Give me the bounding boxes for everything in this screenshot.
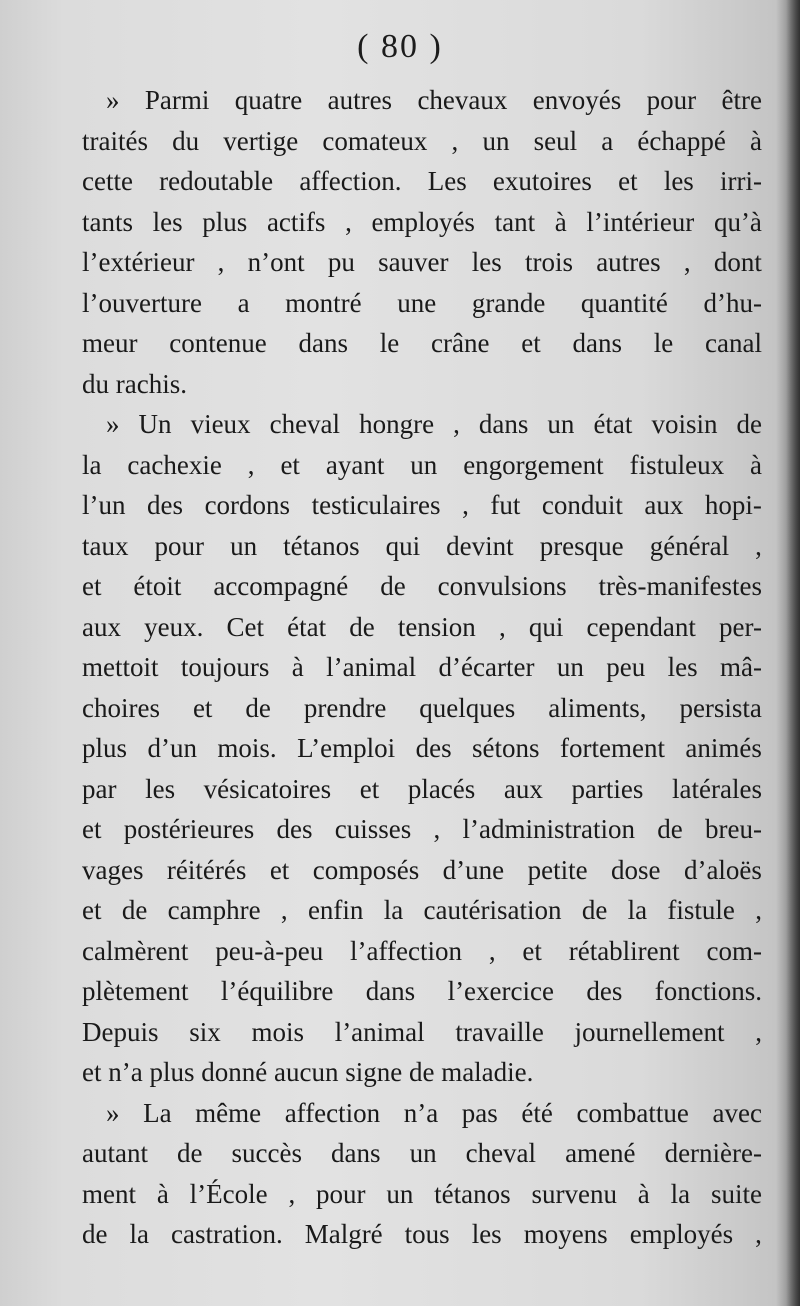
word: ,: [451, 125, 459, 156]
word: »: [106, 409, 120, 439]
word: meur: [82, 328, 138, 358]
word: et: [521, 328, 541, 358]
word: et: [522, 935, 542, 966]
word: ,: [498, 611, 506, 642]
word: trois: [524, 247, 573, 277]
word: Cet: [226, 611, 264, 642]
word: le: [379, 328, 400, 358]
word: testiculaires: [311, 490, 441, 520]
word: ,: [755, 1016, 762, 1047]
word: Les: [427, 166, 467, 196]
word: dans: [478, 409, 529, 439]
text-line: [82, 850, 762, 891]
word: et: [359, 773, 380, 804]
word: d’écarter: [438, 652, 535, 682]
word: de: [245, 692, 271, 723]
word: réitérés: [166, 854, 247, 885]
word: qui: [528, 611, 564, 642]
word: Malgré: [304, 1219, 383, 1249]
word: placés: [407, 773, 476, 804]
word: les: [145, 773, 176, 804]
word: chevaux: [417, 85, 508, 115]
text-line: [82, 202, 762, 243]
text-line: [82, 161, 762, 202]
word: pas: [461, 1097, 498, 1128]
word: ,: [755, 1219, 762, 1249]
word: et: [269, 854, 290, 885]
word: signe: [345, 1057, 403, 1087]
word: autres: [596, 247, 661, 277]
text-line: [82, 971, 762, 1012]
body-text: [82, 80, 762, 1255]
word: mois: [251, 1016, 304, 1047]
word: avec: [712, 1097, 762, 1128]
word: de: [121, 895, 148, 925]
word: camphre: [167, 895, 261, 925]
word: ,: [683, 247, 691, 277]
word: ment: [82, 1178, 136, 1209]
word: et: [280, 449, 300, 480]
word: de: [736, 409, 762, 439]
word: cachexie: [127, 449, 222, 480]
word: n’ont: [247, 247, 305, 277]
word: rachis.: [115, 368, 187, 399]
word: per-: [719, 611, 762, 642]
word: ,: [217, 247, 225, 277]
word: un: [386, 1178, 414, 1209]
word: les: [667, 652, 698, 682]
word: dans: [331, 1138, 381, 1168]
word: latérales: [672, 773, 762, 804]
word: pour: [646, 85, 697, 115]
text-line: [82, 121, 762, 162]
paragraph-3: [82, 1093, 762, 1255]
word: des: [276, 814, 313, 844]
word: redoutable: [159, 166, 274, 196]
word: plus: [82, 733, 128, 763]
word: un: [547, 409, 575, 439]
paragraph-2: [82, 404, 762, 1093]
word: actifs: [266, 206, 326, 237]
word: à: [750, 125, 762, 156]
word: cheval: [269, 409, 341, 439]
word: taux: [82, 530, 129, 561]
word: la: [383, 895, 404, 925]
word: ,: [280, 895, 288, 925]
word: grande: [471, 287, 546, 318]
word: fut: [490, 490, 521, 520]
word: de: [380, 571, 406, 601]
paragraph-1: [82, 80, 762, 404]
word: accompagné: [213, 571, 349, 601]
word: com-: [706, 935, 762, 966]
word: une: [397, 287, 437, 318]
word: la: [82, 449, 102, 480]
word: tétanos: [283, 530, 360, 561]
word: de: [657, 814, 683, 844]
text-line: [82, 445, 762, 486]
word: l’animal: [326, 652, 417, 682]
word: et: [618, 166, 638, 196]
word: donné: [201, 1057, 268, 1087]
word: aliments,: [548, 692, 647, 723]
word: l’un: [82, 490, 126, 520]
text-line: [82, 688, 762, 729]
word: journellement: [574, 1016, 725, 1047]
word: n’a: [403, 1097, 439, 1128]
word: tant: [494, 206, 536, 237]
word: La: [143, 1097, 172, 1128]
word: dose: [611, 854, 661, 885]
word: affection.: [299, 166, 402, 196]
word: yeux.: [144, 611, 204, 642]
word: aux: [644, 490, 684, 520]
word: le: [653, 328, 674, 358]
word: moyens: [523, 1219, 608, 1249]
word: cependant: [586, 611, 696, 642]
word: par: [82, 773, 117, 804]
text-line: [82, 890, 762, 931]
word: enfin: [307, 895, 364, 925]
word: L’emploi: [297, 733, 396, 763]
word: et: [82, 895, 102, 925]
word: dernière-: [664, 1138, 762, 1168]
text-line: [82, 607, 762, 648]
word: peu-à-peu: [215, 935, 324, 966]
text-line: [82, 485, 762, 526]
word: à: [156, 1178, 169, 1209]
word: dans: [365, 976, 416, 1006]
word: ,: [288, 1178, 296, 1209]
text-line: [82, 242, 762, 283]
word: crâne: [431, 328, 490, 358]
word: plus: [149, 1057, 195, 1087]
word: rétablirent: [568, 935, 680, 966]
word: vertige: [223, 125, 299, 156]
word: prendre: [303, 692, 387, 723]
word: la: [627, 895, 648, 925]
word: des: [147, 490, 184, 520]
word: vages: [82, 854, 144, 885]
word: montré: [285, 287, 362, 318]
word: mois.: [217, 733, 277, 763]
text-line: [82, 728, 762, 769]
word: canal: [705, 328, 762, 358]
word: convulsions: [437, 571, 567, 601]
word: très-manifestes: [598, 571, 762, 601]
word: étoit: [133, 571, 182, 601]
word: travaille: [455, 1016, 544, 1047]
word: »: [106, 85, 120, 115]
word: six: [189, 1016, 221, 1047]
word: les: [471, 247, 502, 277]
page-number: ( 80 ): [357, 28, 443, 65]
word: d’hu-: [703, 287, 762, 318]
text-line: [82, 769, 762, 810]
word: cheval: [465, 1138, 537, 1168]
word: Un: [138, 409, 172, 439]
word: à: [291, 652, 304, 682]
word: l’exercice: [447, 976, 554, 1006]
text-line: [82, 1012, 762, 1053]
word: la: [129, 1219, 149, 1249]
word: pu: [327, 247, 355, 277]
word: même: [195, 1097, 262, 1128]
word: pour: [316, 1178, 366, 1209]
word: ,: [488, 935, 496, 966]
text-line: [82, 323, 762, 364]
word: toujours: [180, 652, 270, 682]
word: dont: [713, 247, 762, 277]
word: cette: [82, 166, 133, 196]
word: a: [237, 287, 250, 318]
word: du: [172, 125, 200, 156]
word: Depuis: [82, 1016, 159, 1047]
word: à: [750, 449, 762, 480]
page-edge-shadow: [786, 0, 800, 1306]
word: cautérisation: [423, 895, 562, 925]
word: pour: [154, 530, 205, 561]
word: d’une: [442, 854, 505, 885]
word: castration.: [170, 1219, 283, 1249]
word: un: [409, 1138, 437, 1168]
word: tous: [404, 1219, 450, 1249]
word: l’ouverture: [82, 287, 202, 318]
word: devint: [446, 530, 514, 561]
word: survenu: [531, 1178, 617, 1209]
word: presque: [539, 530, 624, 561]
word: ayant: [325, 449, 385, 480]
word: postérieures: [123, 814, 255, 844]
word: général: [649, 530, 730, 561]
word: quelques: [419, 692, 516, 723]
word: les: [663, 166, 694, 196]
word: hongre: [359, 409, 435, 439]
word: tension: [397, 611, 476, 642]
text-line: [82, 526, 762, 567]
text-line: [82, 1052, 762, 1093]
word: ,: [755, 530, 762, 561]
word: aux: [82, 611, 121, 642]
word: être: [721, 85, 762, 115]
word: l’extérieur: [82, 247, 195, 277]
word: mâ-: [720, 652, 762, 682]
word: de: [177, 1138, 203, 1168]
word: tétanos: [434, 1178, 511, 1209]
word: les: [152, 206, 183, 237]
text-line: [82, 566, 762, 607]
text-line: [82, 404, 762, 445]
word: composés: [312, 854, 420, 885]
word: comateux: [322, 125, 428, 156]
word: d’aloës: [683, 854, 762, 885]
word: engorgement: [463, 449, 604, 480]
word: employés: [629, 1219, 734, 1249]
word: peu: [606, 652, 646, 682]
word: les: [471, 1219, 502, 1249]
word: cordons: [204, 490, 291, 520]
word: vésicatoires: [203, 773, 332, 804]
word: ,: [453, 409, 460, 439]
word: l’animal: [334, 1016, 425, 1047]
word: quantité: [580, 287, 668, 318]
word: envoyés: [532, 85, 622, 115]
word: l’affection: [350, 935, 462, 966]
word: ,: [433, 814, 441, 844]
word: aucun: [273, 1057, 339, 1087]
word: mettoit: [82, 652, 159, 682]
word: fortement: [560, 733, 665, 763]
text-line: [82, 809, 762, 850]
word: choires: [82, 692, 160, 723]
word: petite: [527, 854, 588, 885]
word: irri-: [720, 166, 762, 196]
word: d’un: [147, 733, 197, 763]
word: conduit: [541, 490, 623, 520]
word: du: [82, 368, 109, 399]
word: dans: [572, 328, 622, 358]
word: ,: [462, 490, 469, 520]
word: fonctions.: [654, 976, 762, 1006]
word: un: [410, 449, 438, 480]
text-line: [82, 283, 762, 324]
text-line: [82, 80, 762, 121]
word: et: [82, 571, 102, 601]
word: maladie.: [441, 1057, 534, 1087]
word: été: [521, 1097, 553, 1128]
word: fistuleux: [629, 449, 725, 480]
word: amené: [565, 1138, 636, 1168]
word: calmèrent: [82, 935, 189, 966]
word: des: [586, 976, 623, 1006]
word: de: [349, 611, 375, 642]
word: »: [106, 1097, 120, 1128]
word: affection: [284, 1097, 381, 1128]
word: dans: [298, 328, 348, 358]
word: employés: [371, 206, 475, 237]
word: sétons: [472, 733, 540, 763]
word: à: [554, 206, 567, 237]
word: l’École: [189, 1178, 268, 1209]
word: Parmi: [144, 85, 210, 115]
word: suite: [710, 1178, 762, 1209]
word: animés: [685, 733, 762, 763]
word: la: [670, 1178, 691, 1209]
word: échappé: [637, 125, 726, 156]
word: traités: [82, 125, 148, 156]
word: combattue: [576, 1097, 689, 1128]
word: parties: [571, 773, 644, 804]
word: tants: [82, 206, 133, 237]
word: quatre: [234, 85, 303, 115]
text-line: [82, 364, 762, 405]
word: ,: [345, 206, 352, 237]
word: autres: [327, 85, 393, 115]
word: et: [82, 814, 102, 844]
word: cuisses: [334, 814, 412, 844]
word: qu’à: [713, 206, 762, 237]
word: un: [556, 652, 584, 682]
word: seul: [533, 125, 578, 156]
word: fistule: [667, 895, 735, 925]
word: contenue: [169, 328, 267, 358]
word: l’administration: [462, 814, 635, 844]
word: de: [408, 1057, 435, 1087]
text-line: [82, 1133, 762, 1174]
word: et: [82, 1057, 102, 1087]
word: ,: [755, 895, 762, 925]
word: hopi-: [704, 490, 762, 520]
word: voisin: [651, 409, 718, 439]
word: plètement: [82, 976, 189, 1006]
word: qui: [385, 530, 421, 561]
word: vieux: [190, 409, 251, 439]
word: a: [601, 125, 614, 156]
text-line: [82, 1214, 762, 1255]
word: n’a: [108, 1057, 143, 1087]
text-line: [82, 1174, 762, 1215]
text-line: [82, 647, 762, 688]
word: sauver: [378, 247, 449, 277]
word: et: [192, 692, 213, 723]
word: breu-: [705, 814, 762, 844]
word: autant: [82, 1138, 148, 1168]
word: plus: [202, 206, 248, 237]
word: aux: [503, 773, 543, 804]
word: à: [637, 1178, 650, 1209]
word: de: [82, 1219, 108, 1249]
word: état: [287, 611, 327, 642]
word: l’équilibre: [220, 976, 334, 1006]
text-line: [82, 1093, 762, 1134]
word: ,: [247, 449, 255, 480]
word: état: [593, 409, 633, 439]
word: exutoires: [492, 166, 592, 196]
word: des: [415, 733, 452, 763]
word: l’intérieur: [586, 206, 695, 237]
word: de: [581, 895, 608, 925]
text-line: [82, 931, 762, 972]
word: succès: [231, 1138, 302, 1168]
word: persista: [679, 692, 762, 723]
word: un: [230, 530, 258, 561]
word: un: [482, 125, 510, 156]
